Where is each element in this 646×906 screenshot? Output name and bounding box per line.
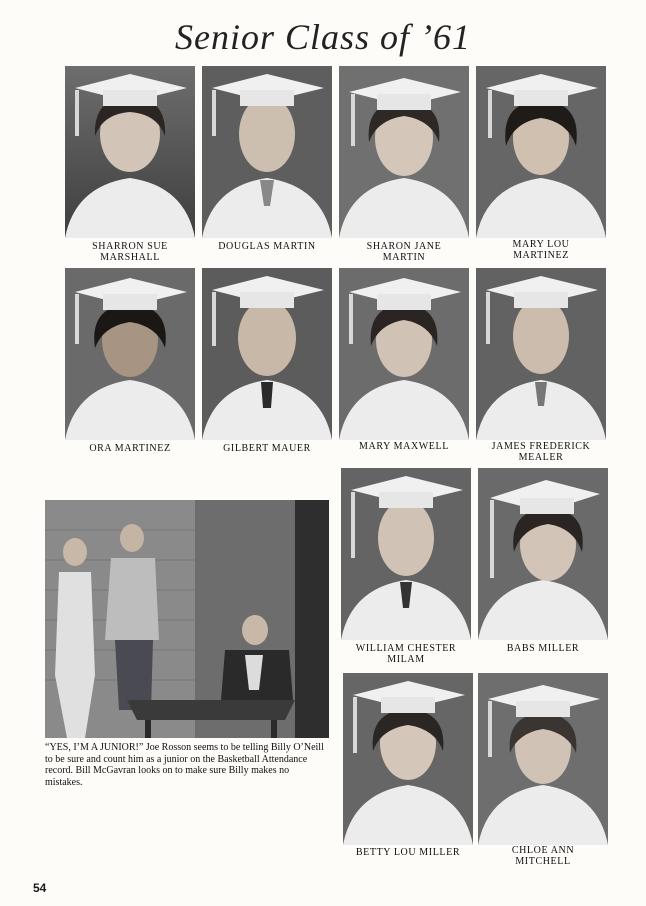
senior-name: BETTY LOU MILLER <box>355 847 461 858</box>
senior-portrait <box>341 468 471 640</box>
senior-portrait <box>476 268 606 440</box>
senior-portrait <box>202 268 332 440</box>
senior-portrait <box>343 673 473 845</box>
senior-portrait <box>202 66 332 238</box>
senior-name: MARY LOU MARTINEZ <box>512 239 570 261</box>
page-title: Senior Class of ’61 <box>174 17 471 57</box>
senior-portrait <box>65 268 195 440</box>
senior-portrait <box>339 268 469 440</box>
senior-name: CHLOE ANN MITCHELL <box>511 845 575 867</box>
senior-name: SHARON JANE MARTIN <box>366 241 442 263</box>
senior-name: MARY MAXWELL <box>359 441 449 452</box>
senior-portrait <box>65 66 195 238</box>
senior-portrait <box>476 66 606 238</box>
senior-name: DOUGLAS MARTIN <box>218 241 316 252</box>
senior-name: WILLIAM CHESTER MILAM <box>355 643 457 665</box>
senior-name: ORA MARTINEZ <box>89 443 171 454</box>
senior-portrait <box>478 468 608 640</box>
senior-name: BABS MILLER <box>506 643 580 654</box>
senior-name: SHARRON SUE MARSHALL <box>92 241 168 263</box>
page-number: 54 <box>33 881 47 895</box>
senior-portrait <box>339 66 469 238</box>
senior-name: JAMES FREDERICK MEALER <box>491 441 591 463</box>
senior-portrait <box>478 673 608 845</box>
senior-name: GILBERT MAUER <box>223 443 311 454</box>
candid-photo <box>45 500 329 738</box>
candid-caption: “YES, I’M A JUNIOR!” Joe Rosson seems to be telling Billy O’Neill to be sure and count him as a junior on the Basketball Attendance record. Bill McGavran looks on to make sure Billy makes no mistakes. <box>45 742 324 788</box>
